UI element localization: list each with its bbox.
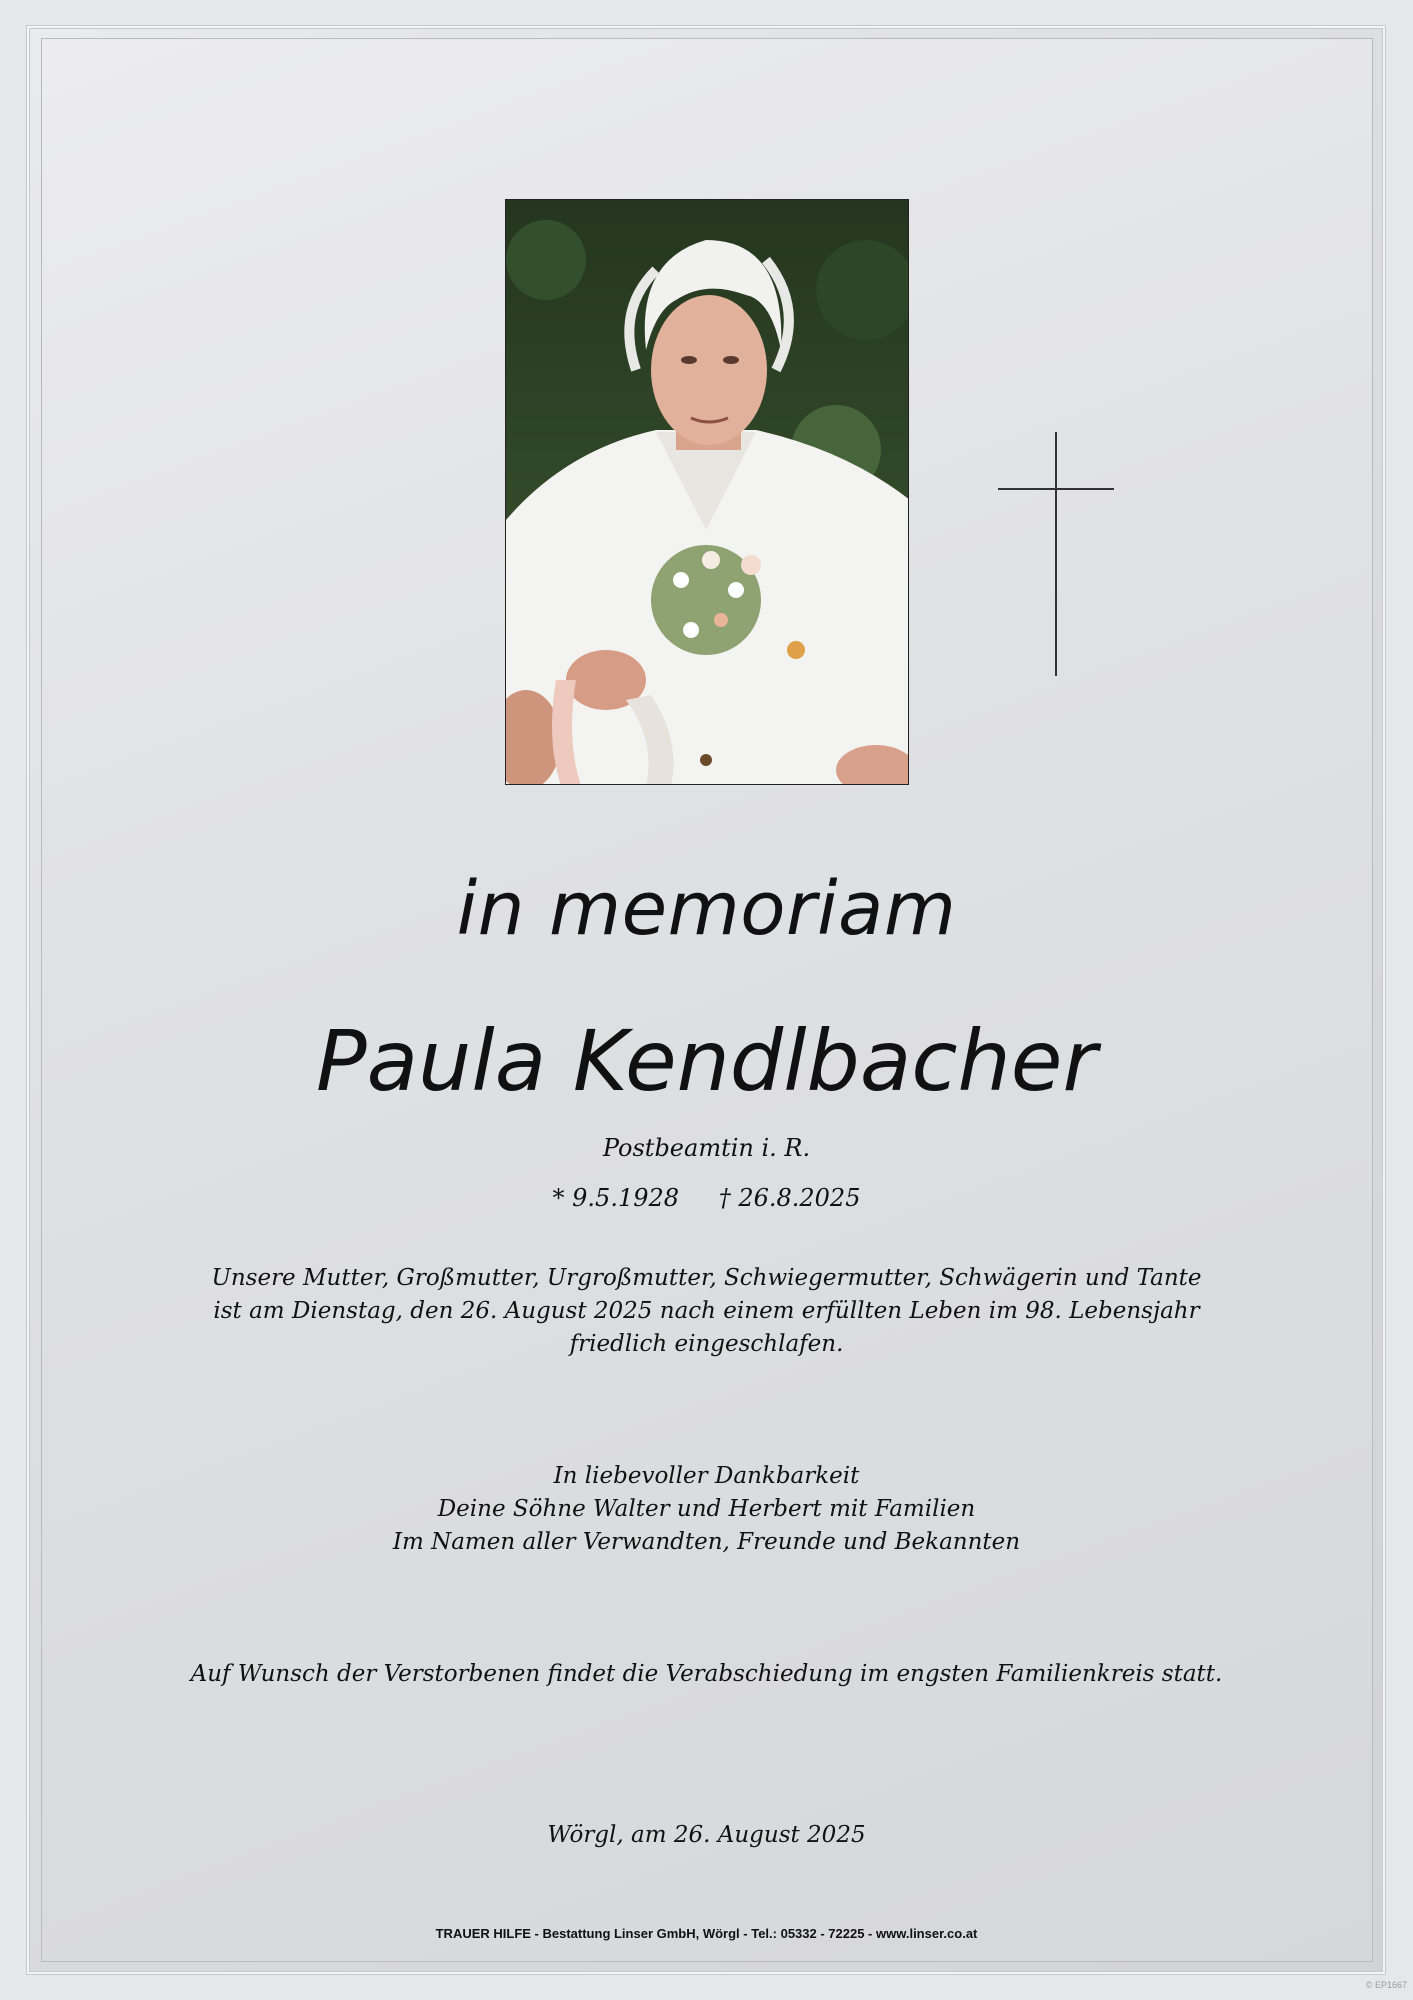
template-code: © EP1667 [1365, 1980, 1407, 1990]
mourners-line: Deine Söhne Walter und Herbert mit Familien [437, 1496, 976, 1522]
cross-icon [998, 432, 1114, 676]
life-dates [0, 1184, 1413, 1212]
funeral-home-footer: TRAUER HILFE - Bestattung Linser GmbH, Wörgl - Tel.: 05332 - 72225 - www.linser.co.at [435, 1926, 978, 1941]
mourners-text [0, 1460, 1413, 1559]
announcement-text [0, 1262, 1413, 1361]
mourners-line: Im Namen aller Verwandten, Freunde und Bekannten [392, 1529, 1021, 1555]
announcement-line: friedlich eingeschlafen. [569, 1331, 844, 1357]
portrait-photo [505, 199, 909, 785]
occupation: Postbeamtin i. R. [602, 1134, 811, 1162]
announcement-line: ist am Dienstag, den 26. August 2025 nach einem erfüllten Leben im 98. Lebensjahr [213, 1298, 1200, 1324]
farewell-notice: Auf Wunsch der Verstorbenen findet die Verabschiedung im engsten Familienkreis statt. [190, 1661, 1223, 1687]
death-date: † 26.8.2025 [718, 1184, 861, 1212]
birth-date: * 9.5.1928 [552, 1184, 680, 1212]
deceased-name: Paula Kendlbacher [316, 1012, 1097, 1110]
place-date: Wörgl, am 26. August 2025 [547, 1822, 866, 1848]
announcement-line: Unsere Mutter, Großmutter, Urgroßmutter, Schwiegermutter, Schwägerin und Tante [211, 1265, 1202, 1291]
mourners-line: In liebevoller Dankbarkeit [553, 1463, 860, 1489]
heading: in memoriam [456, 866, 957, 952]
